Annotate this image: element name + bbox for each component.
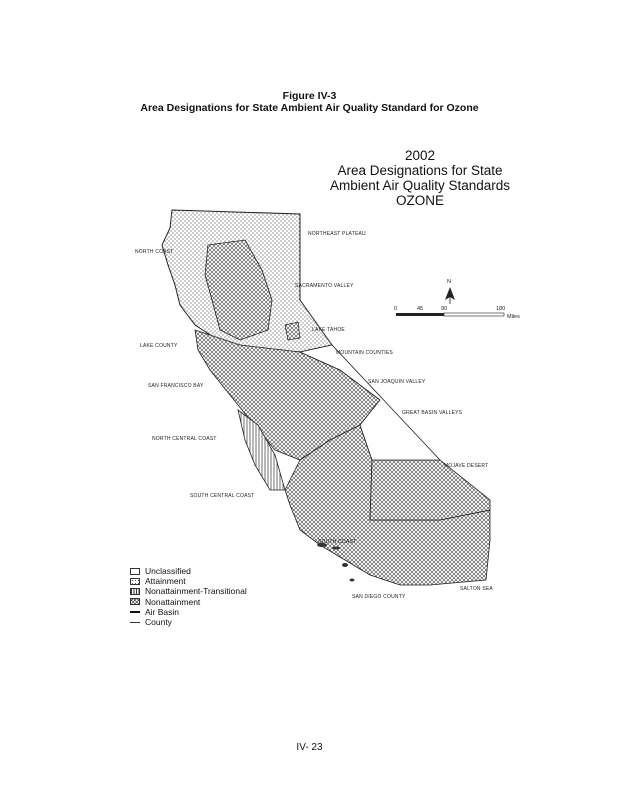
- label-south-central-coast: SOUTH CENTRAL COAST: [190, 493, 255, 499]
- region-mojave-desert: [370, 460, 490, 520]
- legend-line-thin: [130, 622, 140, 623]
- scale-tick-0: 0: [394, 306, 398, 312]
- north-arrow-icon: [445, 287, 455, 304]
- legend-item-attainment: [130, 576, 247, 586]
- map-title-line3: OZONE: [395, 193, 444, 208]
- label-mojave-desert: MOJAVE DESERT: [444, 463, 489, 469]
- legend-label: Unclassified: [145, 566, 191, 576]
- legend-swatch-crosshatch: [130, 598, 140, 605]
- legend-item-nonattainment-transitional: [130, 586, 247, 596]
- map-title-line2: Ambient Air Quality Standards: [329, 178, 511, 193]
- label-mountain-counties: MOUNTAIN COUNTIES: [336, 350, 393, 356]
- scale-unit: Miles: [507, 314, 520, 320]
- page-number: IV- 23: [296, 742, 323, 753]
- label-north-coast: NORTH COAST: [135, 249, 174, 255]
- scale-tick-45: 45: [417, 306, 424, 312]
- label-sacramento-valley: SACRAMENTO VALLEY: [295, 283, 354, 289]
- legend: [130, 566, 247, 627]
- legend-item-nonattainment: [130, 597, 247, 607]
- label-lake-county: LAKE COUNTY: [140, 343, 178, 349]
- scale-bar: [396, 313, 504, 316]
- label-northeast-plateau: NORTHEAST PLATEAU: [308, 231, 366, 237]
- legend-item-air-basin: [130, 607, 247, 617]
- label-san-francisco-bay: SAN FRANCISCO BAY: [148, 383, 204, 389]
- legend-label: Attainment: [145, 576, 186, 587]
- channel-island: [342, 563, 348, 567]
- label-north-central-coast: NORTH CENTRAL COAST: [152, 436, 217, 442]
- legend-label: Nonattainment-Transitional: [145, 586, 247, 597]
- legend-label: Nonattainment: [145, 596, 201, 607]
- legend-swatch-vertical-lines: [130, 588, 140, 595]
- channel-island: [350, 579, 355, 582]
- label-lake-tahoe: LAKE TAHOE: [312, 327, 345, 333]
- legend-label: Air Basin: [145, 606, 180, 617]
- north-label: N: [447, 279, 451, 285]
- figure-caption: Area Designations for State Ambient Air Quality Standard for Ozone: [140, 102, 479, 114]
- label-salton-sea: SALTON SEA: [460, 586, 493, 592]
- scale-tick-180: 180: [496, 306, 506, 312]
- legend-swatch-dots: [130, 578, 140, 585]
- map-title-year: 2002: [404, 148, 436, 163]
- region-lake-tahoe: [285, 322, 300, 340]
- legend-label: County: [145, 616, 172, 627]
- legend-line-thick: [130, 611, 140, 613]
- label-great-basin-valleys: GREAT BASIN VALLEYS: [402, 410, 463, 416]
- legend-swatch-blank: [130, 568, 140, 575]
- scale-tick-90: 90: [441, 306, 448, 312]
- figure-number: Figure IV-3: [282, 90, 337, 102]
- label-south-coast: SOUTH COAST: [318, 539, 357, 545]
- channel-island: [332, 547, 340, 550]
- map-title-line1: Area Designations for State: [337, 163, 503, 178]
- legend-item-county: [130, 617, 247, 627]
- label-san-diego-county: SAN DIEGO COUNTY: [352, 594, 406, 600]
- legend-item-unclassified: [130, 566, 247, 576]
- label-san-joaquin-valley: SAN JOAQUIN VALLEY: [368, 379, 426, 385]
